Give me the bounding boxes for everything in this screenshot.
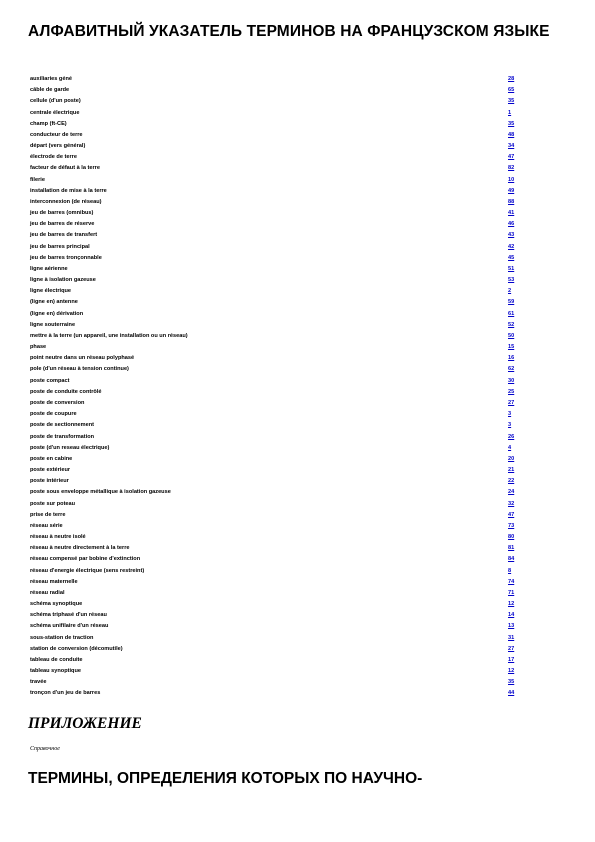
index-row xyxy=(30,264,520,275)
index-row xyxy=(30,186,520,197)
index-row xyxy=(30,275,520,286)
index-page-link[interactable]: 13 xyxy=(508,623,515,630)
index-term: schéma unifilaire d'un réseau xyxy=(30,623,109,630)
index-page-link[interactable]: 35 xyxy=(508,120,515,127)
index-page-link[interactable]: 53 xyxy=(508,277,515,284)
index-term: réseau radial xyxy=(30,589,65,596)
index-page-link[interactable]: 3 xyxy=(508,411,512,418)
index-row xyxy=(30,588,520,599)
index-page-link[interactable]: 45 xyxy=(508,254,515,261)
index-page-link[interactable]: 2 xyxy=(508,288,512,295)
index-term: tronçon d'un jeu de barres xyxy=(30,690,101,697)
index-row xyxy=(30,398,520,409)
index-term: jeu de barres (omnibus) xyxy=(30,210,94,217)
index-row xyxy=(30,286,520,297)
index-term: poste sous enveloppe métallique à isolation gazeuse xyxy=(30,489,171,496)
index-term: conducteur de terre xyxy=(30,131,83,138)
index-term: champ (ft-CE) xyxy=(30,120,67,127)
index-page-link[interactable]: 61 xyxy=(508,310,515,317)
index-term: ligne électrique xyxy=(30,288,72,295)
index-page-link[interactable]: 51 xyxy=(508,265,515,272)
index-page-link[interactable]: 14 xyxy=(508,612,515,619)
index-page-link[interactable]: 65 xyxy=(508,87,515,94)
index-page-link[interactable]: 28 xyxy=(508,76,515,82)
index-row xyxy=(30,599,520,610)
index-term: schéma triphasé d'un réseau xyxy=(30,612,107,619)
index-row xyxy=(30,443,520,454)
index-page-link[interactable]: 27 xyxy=(508,399,515,406)
index-row xyxy=(30,175,520,186)
index-term: filerie xyxy=(30,176,45,183)
index-row xyxy=(30,476,520,487)
index-row xyxy=(30,387,520,398)
index-page-link[interactable]: 81 xyxy=(508,545,515,552)
index-page-link[interactable]: 41 xyxy=(508,210,515,217)
index-row xyxy=(30,510,520,521)
appendix-subtitle: Справочное xyxy=(30,746,60,752)
index-row xyxy=(30,499,520,510)
index-page-link[interactable]: 26 xyxy=(508,433,515,440)
index-row xyxy=(30,230,520,241)
index-page-link[interactable]: 47 xyxy=(508,511,515,518)
index-term: phase xyxy=(30,344,47,351)
index-row xyxy=(30,85,520,96)
index-row xyxy=(30,465,520,476)
index-row xyxy=(30,454,520,465)
index-row xyxy=(30,633,520,644)
index-term: poste de conduite contrôlé xyxy=(30,388,102,395)
index-page-link[interactable]: 50 xyxy=(508,332,515,339)
index-row xyxy=(30,130,520,141)
index-row xyxy=(30,342,520,353)
index-term: pole (d'un réseau à tension continue) xyxy=(30,366,129,373)
index-term: schéma synoptique xyxy=(30,601,83,608)
index-page-link[interactable]: 71 xyxy=(508,589,515,596)
index-page-link[interactable]: 49 xyxy=(508,187,515,194)
index-page-link[interactable]: 3 xyxy=(508,422,512,429)
index-term: ligne à isolation gazeuse xyxy=(30,277,96,284)
index-row xyxy=(30,152,520,163)
index-row xyxy=(30,331,520,342)
index-row xyxy=(30,320,520,331)
index-term: facteur de défaut à la terre xyxy=(30,165,100,172)
index-term: tableau synoptique xyxy=(30,668,81,675)
index-page-link[interactable]: 48 xyxy=(508,131,515,138)
index-term: départ (vers général) xyxy=(30,143,86,150)
index-page-link[interactable]: 24 xyxy=(508,489,515,496)
index-row xyxy=(30,566,520,577)
appendix-title: ПРИЛОЖЕНИЕ xyxy=(28,715,142,732)
index-term: centrale électrique xyxy=(30,109,80,116)
index-page-link[interactable]: 20 xyxy=(508,455,515,462)
index-term: jeu de barres tronçonnable xyxy=(30,254,102,261)
index-page-link[interactable]: 35 xyxy=(508,679,515,686)
index-row xyxy=(30,577,520,588)
index-term: poste de sectionnement xyxy=(30,422,95,429)
index-page-link[interactable]: 30 xyxy=(508,377,515,384)
index-term: sous-station de traction xyxy=(30,634,94,641)
index-row xyxy=(30,119,520,130)
index-term: réseau d'energie électrique (sens restreint) xyxy=(30,567,145,574)
index-term: auxiliaries géné xyxy=(30,76,72,82)
index-term: réseau compensé par bobine d'extinction xyxy=(30,556,141,563)
index-page-link[interactable]: 35 xyxy=(508,98,515,105)
index-page-link[interactable]: 46 xyxy=(508,221,515,228)
index-page-link[interactable]: 62 xyxy=(508,366,515,373)
index-page-link[interactable]: 42 xyxy=(508,243,515,250)
index-term: ligne souterraine xyxy=(30,321,76,328)
index-row xyxy=(30,208,520,219)
index-row xyxy=(30,242,520,253)
index-row xyxy=(30,74,520,85)
index-page-link[interactable]: 44 xyxy=(508,690,515,697)
index-term: poste (d'un reseau électrique) xyxy=(30,444,110,451)
index-page-link[interactable]: 74 xyxy=(508,578,515,585)
index-row xyxy=(30,521,520,532)
index-term: réseau série xyxy=(30,522,63,529)
index-term: cellule (d'un poste) xyxy=(30,98,81,105)
index-row xyxy=(30,543,520,554)
index-term: travée xyxy=(30,679,47,686)
index-page-link[interactable]: 10 xyxy=(508,176,515,183)
index-page-link[interactable]: 12 xyxy=(508,668,515,675)
index-page-link[interactable]: 4 xyxy=(508,444,512,451)
index-term: réseau à neutre directement à la terre xyxy=(30,545,130,552)
index-term: mettre à la terre (un appareil, une installation ou un réseau) xyxy=(30,332,188,339)
index-page-link[interactable]: 25 xyxy=(508,388,515,395)
index-row xyxy=(30,532,520,543)
index-page-link[interactable]: 47 xyxy=(508,154,515,161)
index-term: poste en cabine xyxy=(30,455,73,462)
index-row xyxy=(30,554,520,565)
index-row xyxy=(30,420,520,431)
index-row xyxy=(30,644,520,655)
index-term: (ligne en) antenne xyxy=(30,299,78,306)
index-term: poste intérieur xyxy=(30,478,69,485)
page-title: АЛФАВИТНЫЙ УКАЗАТЕЛЬ ТЕРМИНОВ НА ФРАНЦУЗСКОМ ЯЗЫКЕ xyxy=(28,23,550,40)
index-page-link[interactable]: 32 xyxy=(508,500,515,507)
index-row xyxy=(30,610,520,621)
index-row xyxy=(30,376,520,387)
index-term: point neutre dans un réseau polyphasé xyxy=(30,355,135,362)
index-page-link[interactable]: 43 xyxy=(508,232,515,239)
index-row xyxy=(30,253,520,264)
index-page-link[interactable]: 12 xyxy=(508,601,515,608)
index-row xyxy=(30,621,520,632)
index-row xyxy=(30,141,520,152)
index-row xyxy=(30,108,520,119)
section-title: ТЕРМИНЫ, ОПРЕДЕЛЕНИЯ КОТОРЫХ ПО НАУЧНО- xyxy=(28,770,423,787)
index-term: prise de terre xyxy=(30,511,66,518)
index-term: jeu de barres de transfert xyxy=(30,232,98,239)
index-term: poste compact xyxy=(30,377,70,384)
term-index-list xyxy=(30,74,520,700)
index-term: câble de garde xyxy=(30,87,70,94)
index-row xyxy=(30,353,520,364)
index-term: réseau à neutre isolé xyxy=(30,534,86,541)
index-row xyxy=(30,677,520,688)
index-page-link[interactable]: 52 xyxy=(508,321,515,328)
index-term: interconnexion (de réseau) xyxy=(30,198,102,205)
index-term: poste de transformation xyxy=(30,433,95,440)
index-term: poste extérieur xyxy=(30,467,71,474)
index-row xyxy=(30,219,520,230)
index-page-link[interactable]: 59 xyxy=(508,299,515,306)
index-page-link[interactable]: 22 xyxy=(508,478,515,485)
index-term: électrode de terre xyxy=(30,154,77,161)
index-row xyxy=(30,487,520,498)
index-row xyxy=(30,432,520,443)
index-page-link[interactable]: 21 xyxy=(508,467,515,474)
index-row xyxy=(30,364,520,375)
index-row xyxy=(30,197,520,208)
index-page-link[interactable]: 31 xyxy=(508,634,515,641)
index-row xyxy=(30,409,520,420)
index-page-link[interactable]: 80 xyxy=(508,534,515,541)
index-term: poste sur poteau xyxy=(30,500,76,507)
index-page-link[interactable]: 15 xyxy=(508,344,515,351)
index-term: jeu de barres de réserve xyxy=(30,221,95,228)
index-page-link[interactable]: 88 xyxy=(508,198,515,205)
index-page-link[interactable]: 17 xyxy=(508,656,515,663)
index-term: poste de conversion xyxy=(30,399,85,406)
index-term: jeu de barres principal xyxy=(30,243,90,250)
index-term: station de conversion (décomutile) xyxy=(30,645,123,652)
index-term: réseau maternelle xyxy=(30,578,78,585)
index-row xyxy=(30,96,520,107)
index-page-link[interactable]: 84 xyxy=(508,556,515,563)
index-row xyxy=(30,655,520,666)
index-row xyxy=(30,297,520,308)
index-row xyxy=(30,163,520,174)
index-page-link[interactable]: 82 xyxy=(508,165,515,172)
index-term: tableau de conduite xyxy=(30,656,83,663)
index-page-link[interactable]: 8 xyxy=(508,567,512,574)
index-page-link[interactable]: 73 xyxy=(508,522,515,529)
index-page-link[interactable]: 16 xyxy=(508,355,515,362)
index-page-link[interactable]: 27 xyxy=(508,645,515,652)
index-term: ligne aérienne xyxy=(30,265,68,272)
index-row xyxy=(30,688,520,699)
index-row xyxy=(30,309,520,320)
index-term: (ligne en) dérivation xyxy=(30,310,84,317)
index-page-link[interactable]: 34 xyxy=(508,143,515,150)
index-term: poste de coupure xyxy=(30,411,77,418)
index-row xyxy=(30,666,520,677)
index-page-link[interactable]: 1 xyxy=(508,109,512,116)
index-term: installation de mise à la terre xyxy=(30,187,107,194)
